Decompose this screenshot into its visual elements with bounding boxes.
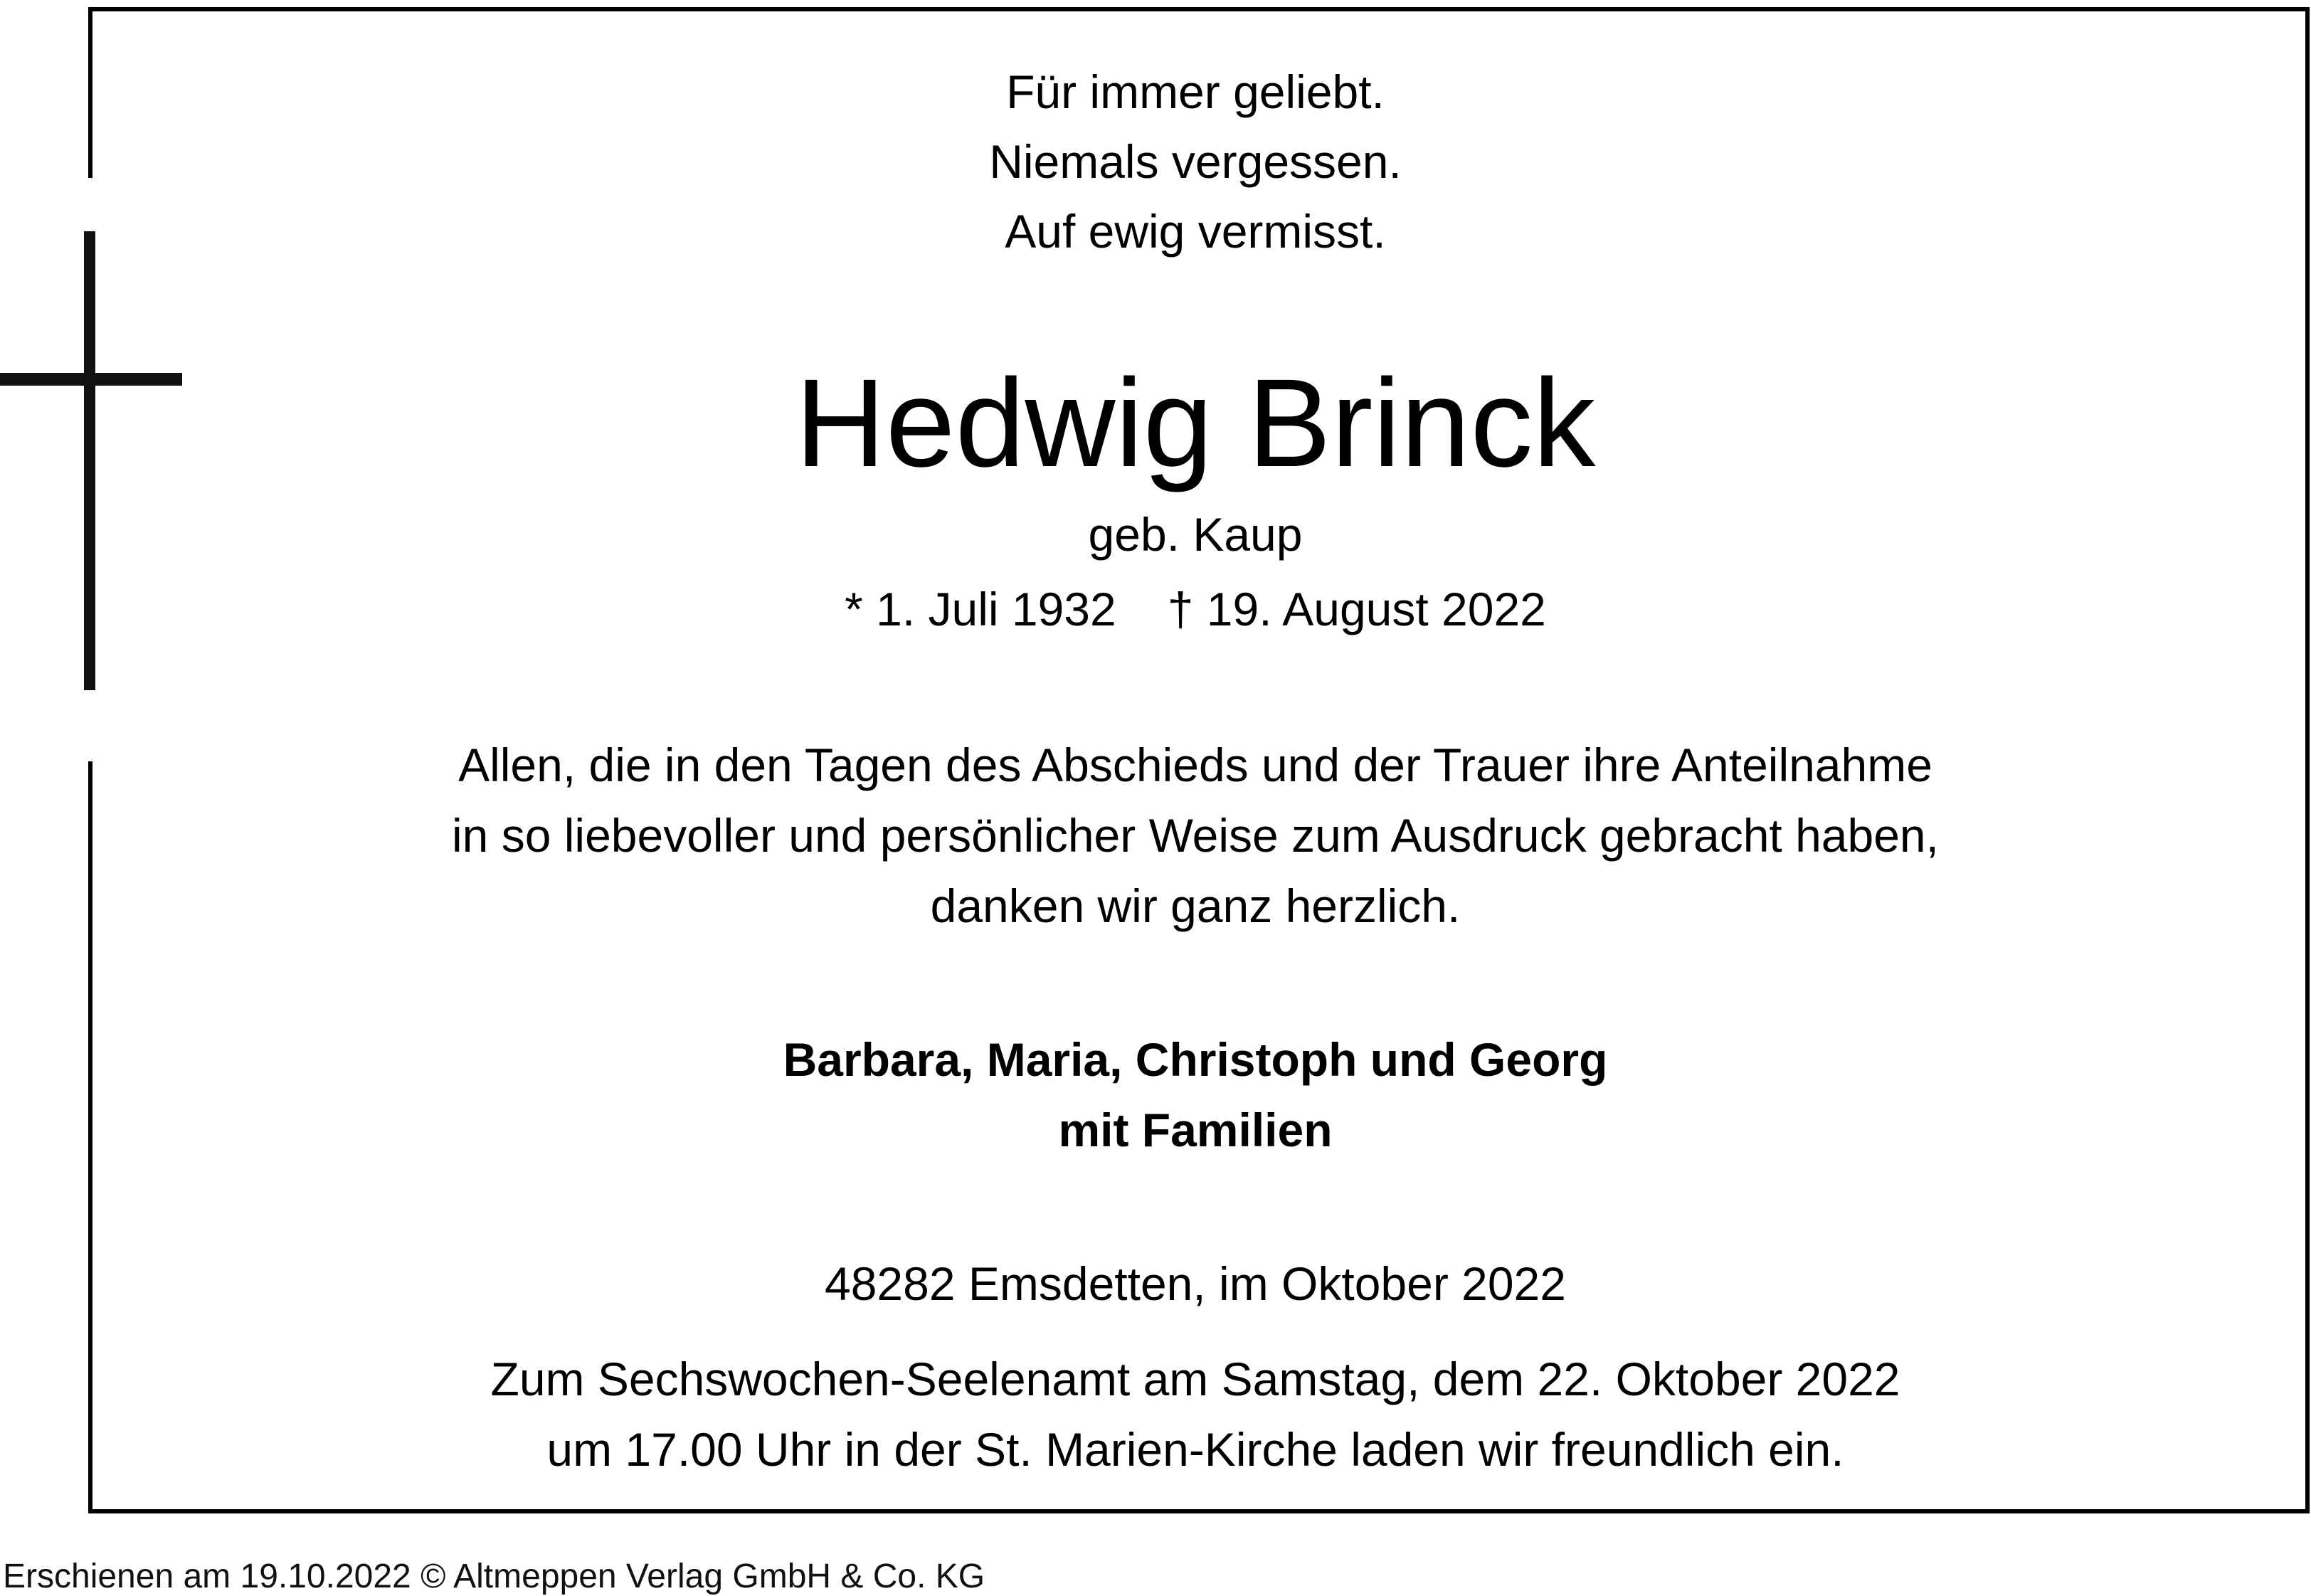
maiden-name: geb. Kaup bbox=[1088, 508, 1303, 561]
place-date: 48282 Emsdetten, im Oktober 2022 bbox=[825, 1257, 1566, 1310]
frame-left-border-lower bbox=[88, 761, 92, 1513]
birth-date: * 1. Juli 1932 bbox=[845, 583, 1116, 635]
cross-horizontal-bar bbox=[0, 373, 182, 386]
frame-bottom-border bbox=[88, 1509, 2310, 1513]
family-line-1: Barbara, Maria, Christoph und Georg bbox=[783, 1033, 1608, 1086]
publication-footer: Erschienen am 19.10.2022 © Altmeppen Verlag GmbH & Co. KG bbox=[3, 1558, 985, 1595]
thanks-line-2: in so liebevoller und persönlicher Weise zum Ausdruck gebracht haben, bbox=[452, 809, 1939, 862]
motto-line-3: Auf ewig vermisst. bbox=[1005, 205, 1386, 258]
motto-line-1: Für immer geliebt. bbox=[1006, 65, 1385, 118]
cross-vertical-bar bbox=[84, 231, 95, 690]
thanks-line-3: danken wir ganz herzlich. bbox=[930, 879, 1461, 932]
life-dates bbox=[306, 583, 2085, 635]
death-date: † 19. August 2022 bbox=[1167, 583, 1546, 635]
frame-top-border bbox=[88, 7, 2310, 11]
frame-left-border-upper bbox=[88, 7, 92, 178]
deceased-name: Hedwig Brinck bbox=[795, 354, 1596, 493]
service-line-1: Zum Sechswochen-Seelenamt am Samstag, dem 22. Oktober 2022 bbox=[490, 1353, 1900, 1405]
motto-line-2: Niemals vergessen. bbox=[989, 135, 1402, 188]
thanks-line-1: Allen, die in den Tagen des Abschieds und der Trauer ihre Anteilnahme bbox=[458, 739, 1932, 791]
family-line-2: mit Familien bbox=[1058, 1104, 1333, 1156]
service-line-2: um 17.00 Uhr in der St. Marien-Kirche laden wir freundlich ein. bbox=[546, 1423, 1844, 1476]
frame-right-border bbox=[2305, 7, 2310, 1513]
